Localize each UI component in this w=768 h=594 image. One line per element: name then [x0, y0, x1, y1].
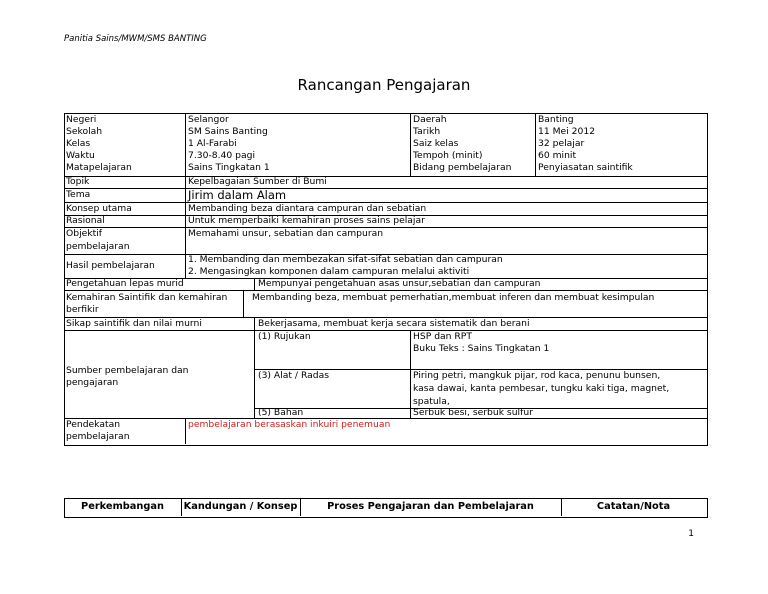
alat-label: (3) Alat / Radas	[258, 370, 330, 381]
col-proses: Proses Pengajaran dan Pembelajaran	[327, 501, 534, 512]
rujukan-item-2: Buku Teks : Sains Tingkatan 1	[413, 343, 550, 354]
hasil-label: Hasil pembelajaran	[66, 260, 155, 271]
tema-label: Tema	[66, 189, 91, 200]
daerah-value: Banting	[538, 114, 574, 125]
alat-line-1: Piring petri, mangkuk pijar, rod kaca, penunu bunsen,	[413, 370, 661, 381]
bidang-value: Penyiasatan saintifik	[538, 162, 633, 173]
matapelajaran-value: Sains Tingkatan 1	[188, 162, 270, 173]
rasional-value: Untuk memperbaiki kemahiran proses sains pelajar	[188, 215, 425, 226]
daerah-label: Daerah	[413, 114, 447, 125]
tarikh-value: 11 Mei 2012	[538, 126, 596, 137]
rasional-label: Rasional	[66, 215, 105, 226]
topik-label: Topik	[66, 176, 90, 187]
hasil-item-1: 1. Membanding dan membezakan sifat-sifat sebatian dan campuran	[188, 254, 503, 265]
kelas-value: 1 Al-Farabi	[188, 138, 237, 149]
pengetahuan-label: Pengetahuan lepas murid	[66, 278, 184, 289]
hasil-item-2: 2. Mengasingkan komponen dalam campuran melalui aktiviti	[188, 266, 470, 277]
sikap-label: Sikap saintifik dan nilai murni	[66, 318, 202, 329]
pengetahuan-value: Mempunyai pengetahuan asas unsur,sebatian dan campuran	[258, 278, 541, 289]
saiz-value: 32 pelajar	[538, 138, 585, 149]
objektif-label-2: pembelajaran	[66, 241, 130, 252]
col-perkembangan: Perkembangan	[81, 501, 164, 512]
konsep-value: Membanding beza diantara campuran dan sebatian	[188, 203, 427, 214]
objektif-value: Memahami unsur, sebatian dan campuran	[188, 228, 384, 239]
sekolah-label: Sekolah	[66, 126, 103, 137]
matapelajaran-label: Matapelajaran	[66, 162, 132, 173]
rujukan-item-1: HSP dan RPT	[413, 331, 472, 342]
page-number: 1	[688, 529, 694, 539]
negeri-label: Negeri	[66, 114, 97, 125]
pendekatan-label-2: pembelajaran	[66, 431, 130, 442]
bidang-label: Bidang pembelajaran	[413, 162, 512, 173]
kemahiran-label-2: berfikir	[66, 304, 99, 315]
page-title: Rancangan Pengajaran	[297, 76, 471, 94]
tempoh-value: 60 minit	[538, 150, 577, 161]
pendekatan-value: pembelajaran berasaskan inkuiri penemuan	[188, 419, 391, 430]
saiz-label: Saiz kelas	[413, 138, 459, 149]
waktu-label: Waktu	[66, 150, 95, 161]
topik-value: Kepelbagaian Sumber di Bumi	[188, 176, 327, 187]
objektif-label-1: Objektif	[66, 228, 102, 239]
alat-line-3: spatula,	[413, 396, 450, 407]
kelas-label: Kelas	[66, 138, 91, 149]
sumber-label-2: pengajaran	[66, 377, 119, 388]
sumber-label-1: Sumber pembelajaran dan	[66, 365, 189, 376]
col-catatan: Catatan/Nota	[596, 501, 671, 512]
rujukan-label: (1) Rujukan	[258, 331, 311, 342]
bahan-label: (5) Bahan	[258, 407, 304, 418]
bahan-value: Serbuk besi, serbuk sulfur	[413, 407, 533, 418]
alat-line-2: kasa dawai, kanta pembesar, tungku kaki tiga, magnet,	[413, 383, 670, 394]
col-kandungan: Kandungan / Konsep	[183, 501, 298, 512]
tarikh-label: Tarikh	[413, 126, 441, 137]
waktu-value: 7.30-8.40 pagi	[188, 150, 255, 161]
kemahiran-value: Membanding beza, membuat pemerhatian,membuat inferen dan membuat kesimpulan	[252, 292, 655, 303]
negeri-value: Selangor	[188, 114, 229, 125]
tema-value: Jirim dalam Alam	[188, 188, 287, 202]
konsep-label: Konsep utama	[66, 203, 132, 214]
tempoh-label: Tempoh (minit)	[413, 150, 483, 161]
page-header: Panitia Sains/MWM/SMS BANTING	[64, 34, 207, 44]
sikap-value: Bekerjasama, membuat kerja secara sistematik dan berani	[258, 318, 530, 329]
pendekatan-label-1: Pendekatan	[66, 419, 121, 430]
sekolah-value: SM Sains Banting	[188, 126, 268, 137]
kemahiran-label-1: Kemahiran Saintifik dan kemahiran	[66, 292, 228, 303]
